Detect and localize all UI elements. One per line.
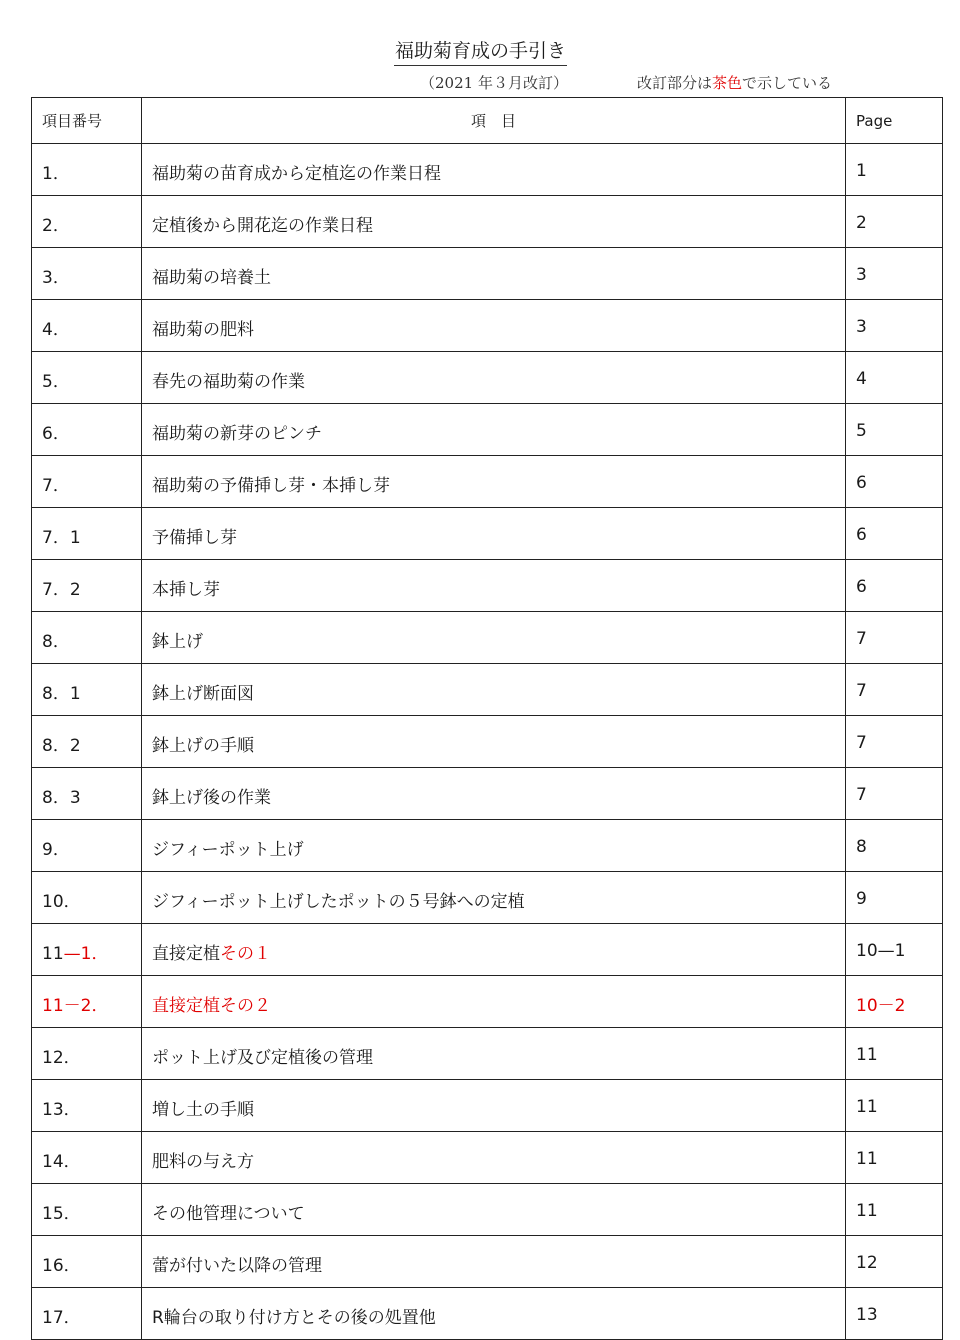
row-page: 9 (846, 872, 943, 924)
table-row (32, 1184, 943, 1236)
table-row (32, 664, 943, 716)
row-page: 3 (846, 248, 943, 300)
table-row (32, 768, 943, 820)
header-item: 項 目 (142, 98, 846, 144)
row-number: 15． (32, 1184, 142, 1236)
row-number: 7．2 (32, 560, 142, 612)
row-page: 10—1 (846, 924, 943, 976)
row-item: 直接定植その２ (142, 976, 846, 1028)
row-number: 13． (32, 1080, 142, 1132)
row-page: 3 (846, 300, 943, 352)
table-row (32, 248, 943, 300)
row-page: 6 (846, 456, 943, 508)
row-item: 春先の福助菊の作業 (142, 352, 846, 404)
row-page: 6 (846, 508, 943, 560)
row-number: 14． (32, 1132, 142, 1184)
row-item: R輪台の取り付け方とその後の処置他 (142, 1288, 846, 1340)
table-row (32, 196, 943, 248)
row-number: 8． (32, 612, 142, 664)
row-item: ジフィーポット上げ (142, 820, 846, 872)
row-page: 6 (846, 560, 943, 612)
row-number: 8．1 (32, 664, 142, 716)
row-number: 12． (32, 1028, 142, 1080)
table-row (32, 1132, 943, 1184)
revision-note-suffix: で示している (742, 74, 833, 92)
row-number: 8．3 (32, 768, 142, 820)
row-number: 10． (32, 872, 142, 924)
row-number: 3． (32, 248, 142, 300)
row-item-main: 直接定植 (152, 943, 220, 964)
row-number (32, 924, 142, 976)
row-page: 12 (846, 1236, 943, 1288)
row-page: 10－2 (846, 976, 943, 1028)
row-number: 2． (32, 196, 142, 248)
row-number: 5． (32, 352, 142, 404)
row-page: 5 (846, 404, 943, 456)
row-item: その他管理について (142, 1184, 846, 1236)
row-number: 4． (32, 300, 142, 352)
row-page: 13 (846, 1288, 943, 1340)
table-row (32, 144, 943, 196)
row-item-revised: その１ (220, 943, 271, 964)
contents-table (31, 97, 943, 1340)
row-item: 蕾が付いた以降の管理 (142, 1236, 846, 1288)
row-page: 1 (846, 144, 943, 196)
table-row-revised (32, 976, 943, 1028)
table-row (32, 716, 943, 768)
row-item: 福助菊の肥料 (142, 300, 846, 352)
row-number: 9． (32, 820, 142, 872)
row-number: 8．2 (32, 716, 142, 768)
table-row (32, 1236, 943, 1288)
row-number: 17． (32, 1288, 142, 1340)
row-item: 鉢上げ断面図 (142, 664, 846, 716)
row-item: 福助菊の培養土 (142, 248, 846, 300)
table-row (32, 1080, 943, 1132)
row-page: 4 (846, 352, 943, 404)
row-page: 11 (846, 1080, 943, 1132)
revision-date: （2021 年３月改訂） (420, 74, 568, 92)
row-number: 1． (32, 144, 142, 196)
row-number-main: 11 (42, 943, 64, 964)
header-number: 項目番号 (32, 98, 142, 144)
row-number: 16． (32, 1236, 142, 1288)
row-page: 2 (846, 196, 943, 248)
row-item: 鉢上げ (142, 612, 846, 664)
row-number-revised: —1． (63, 943, 109, 964)
table-row (32, 872, 943, 924)
row-item: 定植後から開花迄の作業日程 (142, 196, 846, 248)
table-row (32, 1288, 943, 1340)
row-item: 肥料の与え方 (142, 1132, 846, 1184)
table-row (32, 508, 943, 560)
row-item: 予備挿し芽 (142, 508, 846, 560)
row-item: 鉢上げ後の作業 (142, 768, 846, 820)
table-row (32, 1028, 943, 1080)
revision-note-prefix: 改訂部分は (637, 74, 713, 92)
row-page: 7 (846, 768, 943, 820)
table-row (32, 404, 943, 456)
table-row (32, 820, 943, 872)
document-title: 福助菊育成の手引き (394, 38, 567, 66)
revision-note-highlight: 茶色 (712, 74, 743, 92)
table-row (32, 300, 943, 352)
header-page: Page (846, 98, 943, 144)
row-number: 7．1 (32, 508, 142, 560)
row-item: 福助菊の苗育成から定植迄の作業日程 (142, 144, 846, 196)
row-number: 11－2． (32, 976, 142, 1028)
revision-note (637, 73, 832, 93)
row-page: 11 (846, 1184, 943, 1236)
row-item: 鉢上げの手順 (142, 716, 846, 768)
row-item: 福助菊の予備挿し芽・本挿し芽 (142, 456, 846, 508)
table-row (32, 560, 943, 612)
table-row (32, 612, 943, 664)
row-page: 7 (846, 716, 943, 768)
row-number: 6． (32, 404, 142, 456)
table-row (32, 352, 943, 404)
row-page: 11 (846, 1132, 943, 1184)
row-item: ポット上げ及び定植後の管理 (142, 1028, 846, 1080)
table-row (32, 456, 943, 508)
row-page: 7 (846, 612, 943, 664)
row-number: 7． (32, 456, 142, 508)
table-row-revised (32, 924, 943, 976)
row-page: 11 (846, 1028, 943, 1080)
row-item (142, 924, 846, 976)
row-item: 福助菊の新芽のピンチ (142, 404, 846, 456)
row-item: 増し土の手順 (142, 1080, 846, 1132)
row-item: 本挿し芽 (142, 560, 846, 612)
row-page: 7 (846, 664, 943, 716)
row-item: ジフィーポット上げしたポットの５号鉢への定植 (142, 872, 846, 924)
row-page: 8 (846, 820, 943, 872)
table-header-row (32, 98, 943, 144)
